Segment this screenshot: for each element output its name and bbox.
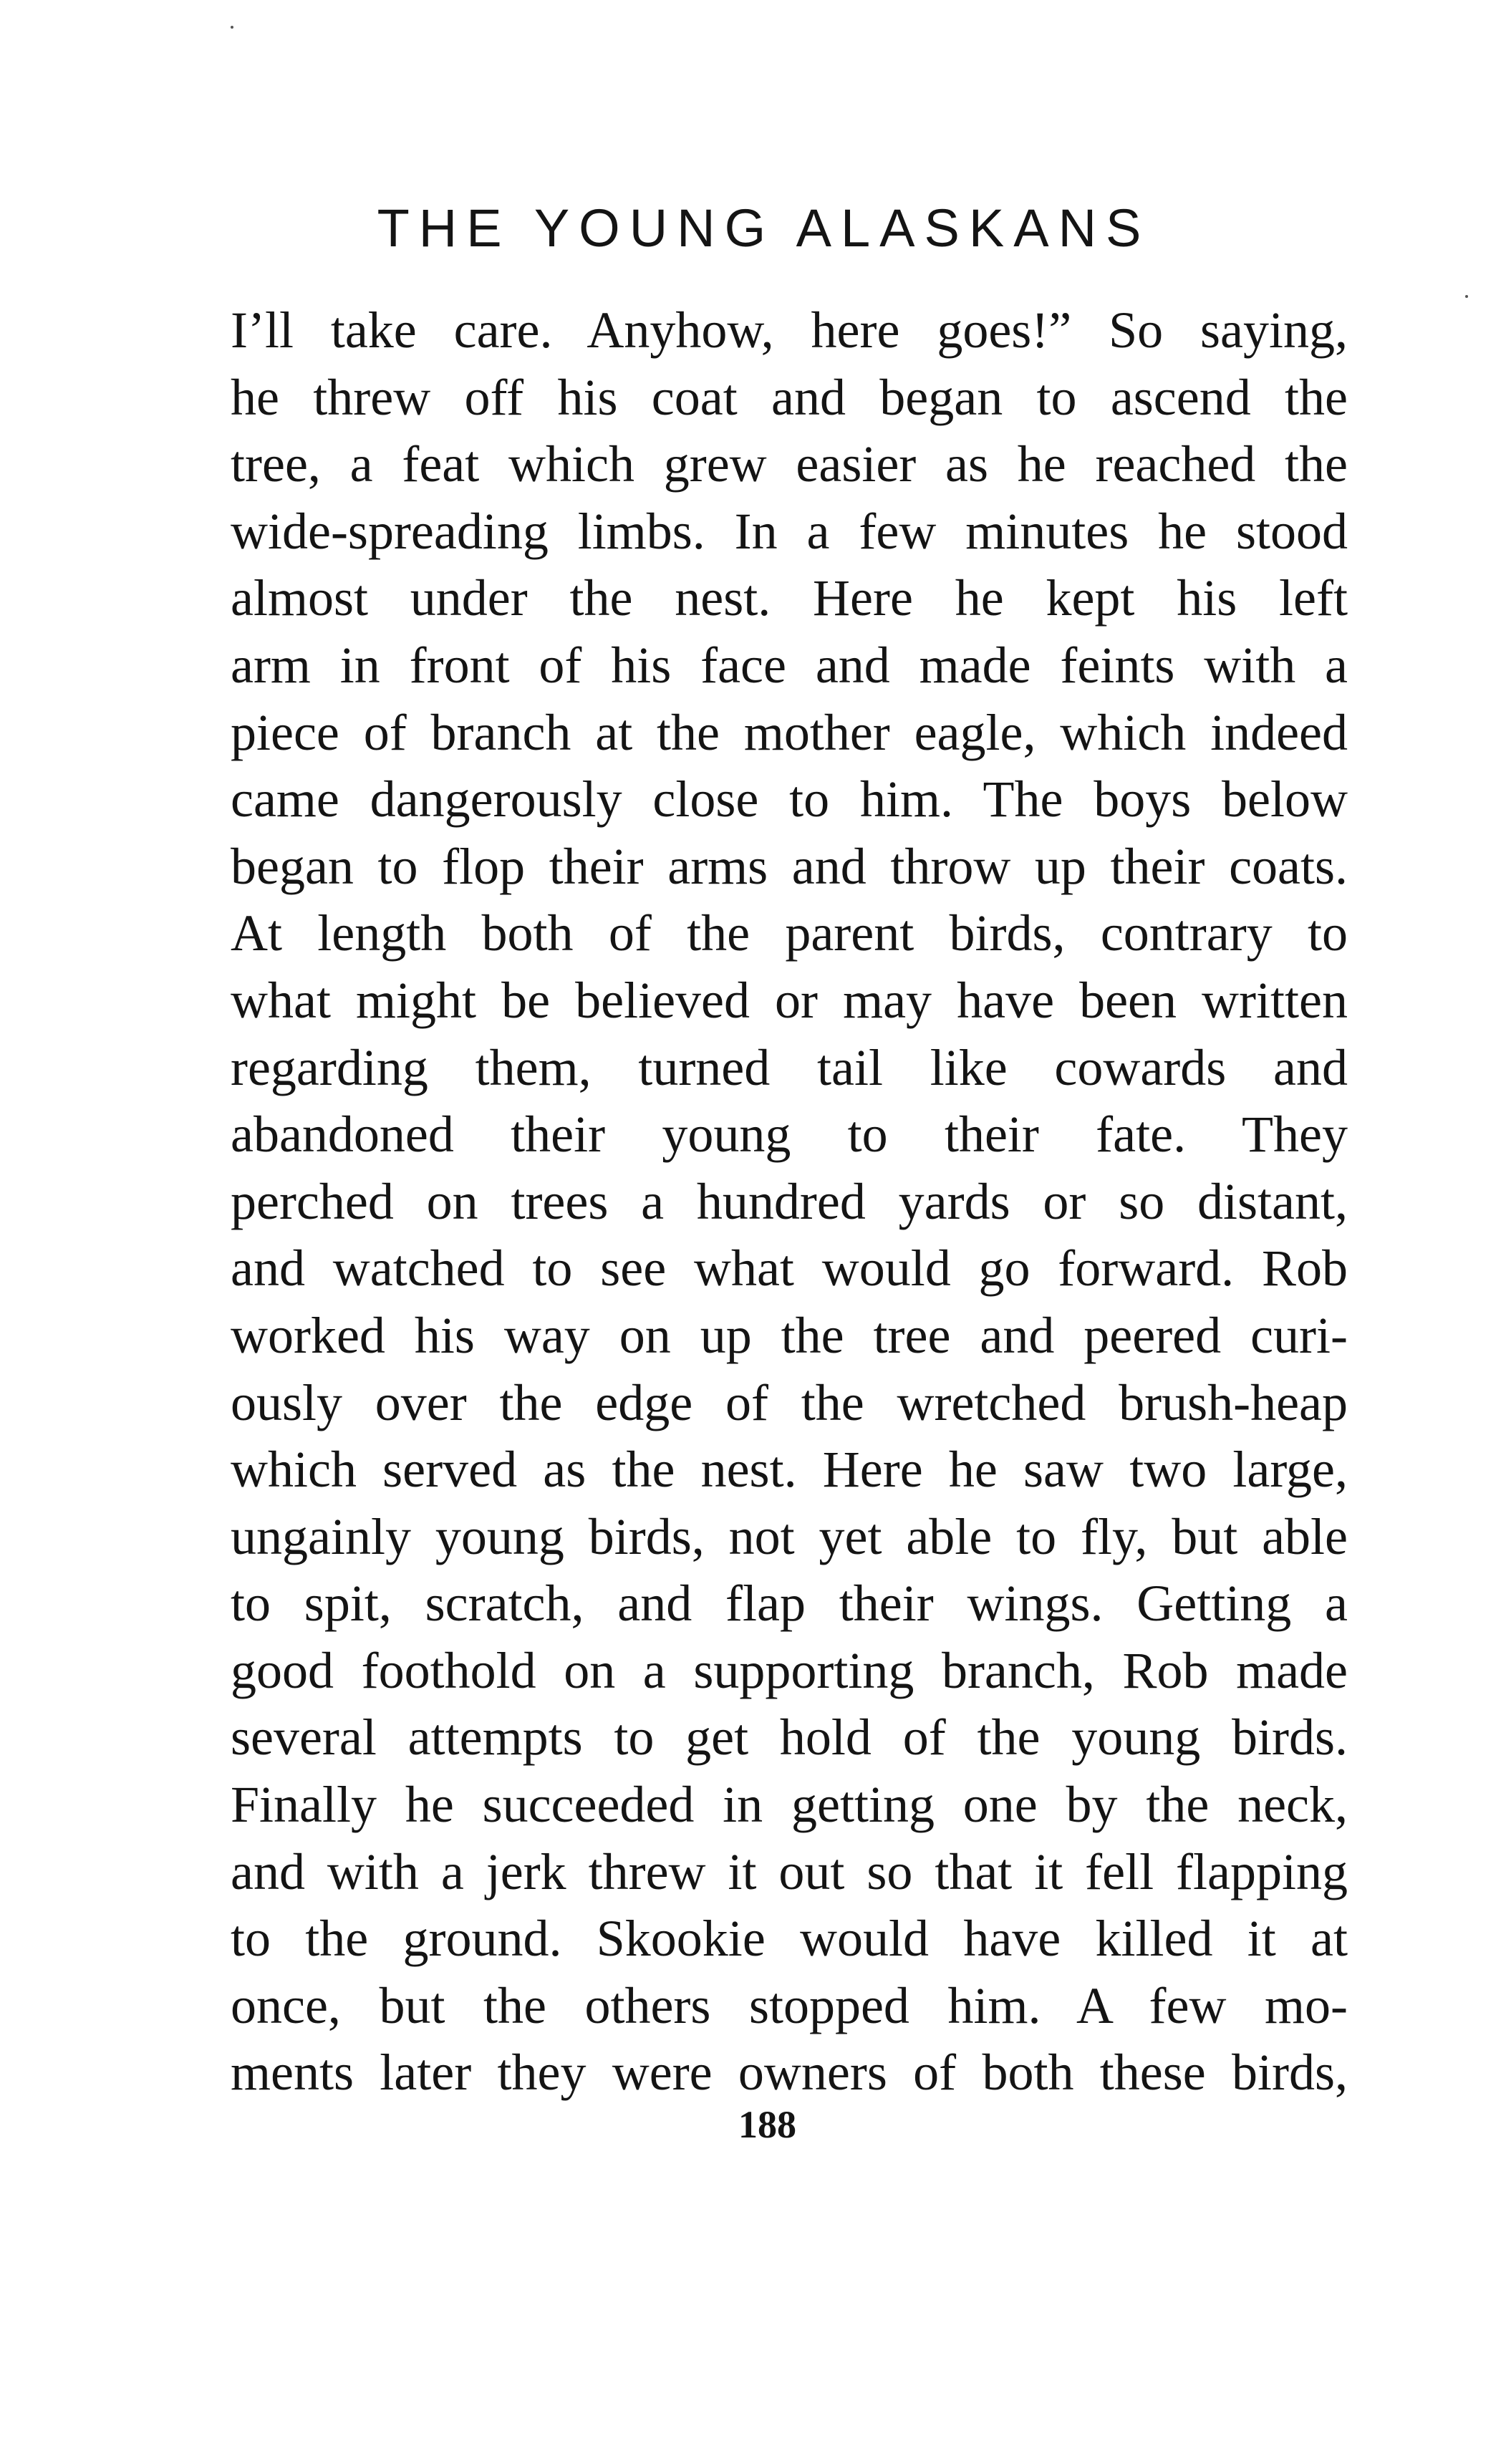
page-number: 188 [738, 2103, 796, 2146]
text-line: began to flop their arms and throw up their coats. [231, 837, 1348, 895]
text-line: what might be believed or may have been written [231, 971, 1348, 1029]
text-line: piece of branch at the mother eagle, which indeed [231, 703, 1348, 761]
text-line: At length both of the parent birds, contrary to [231, 904, 1348, 962]
text-line: once, but the others stopped him. A few mo- [231, 1976, 1348, 2034]
text-line: almost under the nest. Here he kept his left [231, 569, 1348, 627]
text-line: ments later they were owners of both these birds, [231, 2044, 1348, 2102]
text-line: several attempts to get hold of the young birds. [231, 1709, 1348, 1767]
scan-speck [231, 26, 233, 29]
running-head: THE YOUNG ALASKANS [377, 198, 1151, 258]
body-text [231, 297, 1348, 2107]
text-line: to the ground. Skookie would have killed it at [231, 1910, 1348, 1968]
scan-speck [1465, 295, 1468, 298]
text-line: worked his way on up the tree and peered curi- [231, 1306, 1348, 1364]
text-line: came dangerously close to him. The boys below [231, 770, 1348, 828]
text-line: and with a jerk threw it out so that it fell flapping [231, 1842, 1348, 1900]
text-line: ungainly young birds, not yet able to fly, but able [231, 1507, 1348, 1565]
text-line: arm in front of his face and made feints with a [231, 636, 1348, 694]
text-line: I’ll take care. Anyhow, here goes!” So saying, [231, 301, 1348, 359]
text-line: to spit, scratch, and flap their wings. Getting a [231, 1575, 1348, 1633]
text-line: wide-spreading limbs. In a few minutes he stood [231, 502, 1348, 560]
text-line: good foothold on a supporting branch, Rob made [231, 1641, 1348, 1699]
text-line: tree, a feat which grew easier as he reached the [231, 435, 1348, 493]
text-line: and watched to see what would go forward. Rob [231, 1240, 1348, 1298]
text-line: ously over the edge of the wretched brush-heap [231, 1373, 1348, 1431]
text-line: perched on trees a hundred yards or so distant, [231, 1172, 1348, 1230]
text-line: which served as the nest. Here he saw two large, [231, 1441, 1348, 1499]
text-line: regarding them, turned tail like cowards and [231, 1038, 1348, 1096]
text-line: he threw off his coat and began to ascend the [231, 368, 1348, 426]
text-line: Finally he succeeded in getting one by the neck, [231, 1776, 1348, 1834]
text-line: abandoned their young to their fate. They [231, 1106, 1348, 1164]
